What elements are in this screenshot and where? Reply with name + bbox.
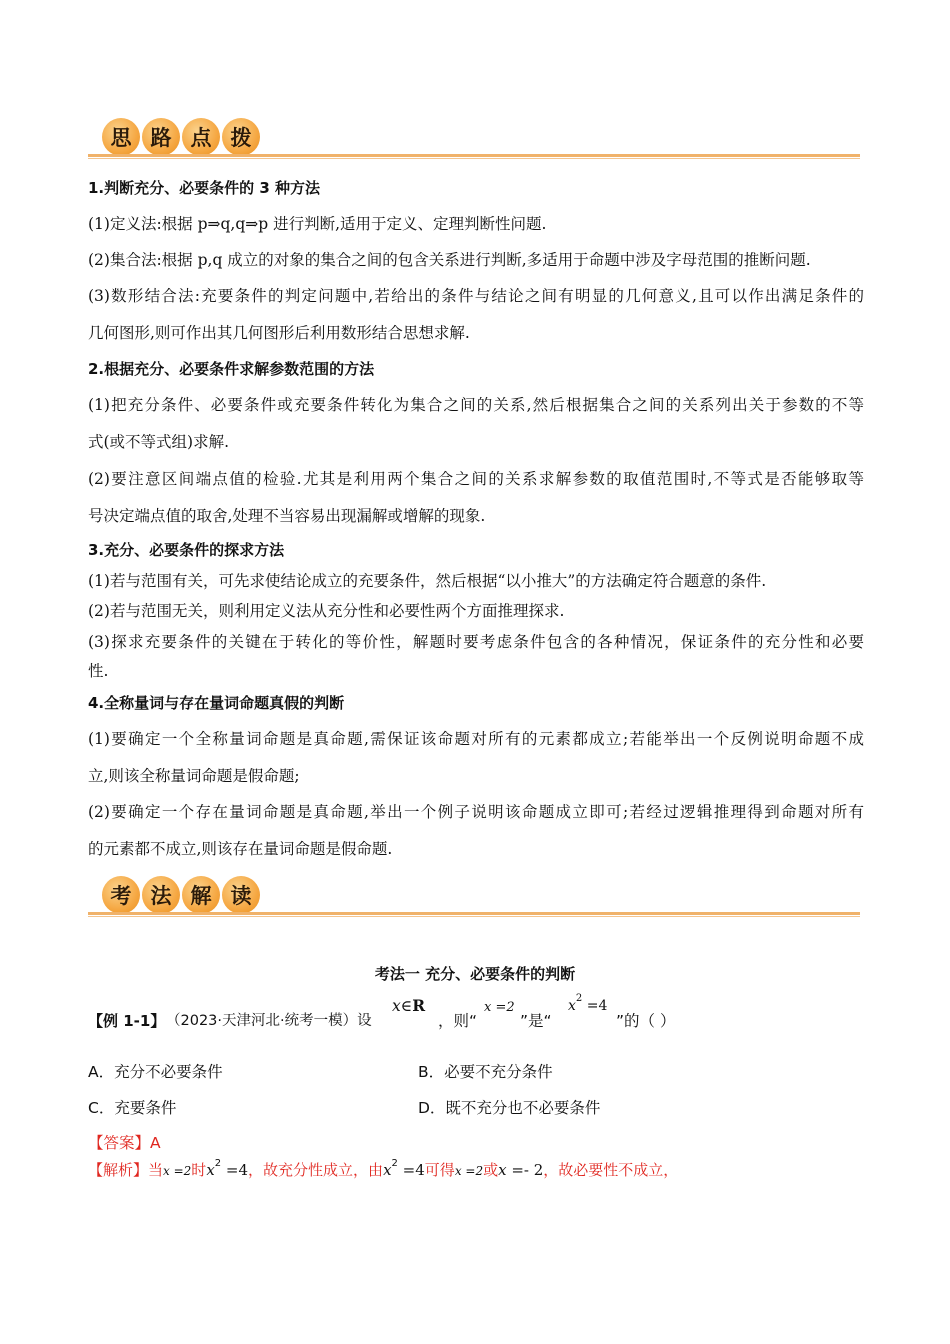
math-expr: $x^2 =4$ [568, 993, 608, 1014]
banner-char: 法 [142, 876, 180, 914]
paragraph: 号决定端点值的取舍,处理不当容易出现漏解或增解的现象. [88, 507, 486, 525]
banner-rule-thin [88, 158, 860, 159]
option-a[interactable]: A．充分不必要条件 [88, 1063, 223, 1081]
example-source: （2023·天津河北·统考一模）设 [166, 1013, 372, 1029]
paragraph: (1)若与范围有关，可先求使结论成立的充要条件，然后根据“以小推大”的方法确定符合题意的条件. [88, 572, 767, 590]
heading-1: 1.判断充分、必要条件的 3 种方法 [88, 179, 321, 197]
banner-char: 拨 [222, 118, 260, 156]
analysis-label: 【解析】当 [88, 1161, 164, 1179]
paragraph: (1)要确定一个全称量词命题是真命题,需保证该命题对所有的元素都成立;若能举出一个反例说明命题不成 [88, 730, 864, 748]
paragraph: 的元素都不成立,则该存在量词命题是假命题. [88, 840, 393, 858]
answer: 【答案】A [88, 1134, 161, 1152]
example-label: 【例 1-1】 [88, 1012, 166, 1030]
paragraph: (3)数形结合法:充要条件的判定问题中,若给出的条件与结论之间有明显的几何意义,且可以作出满足条件的 [88, 287, 864, 305]
math-expr: x∈R [392, 996, 426, 1015]
section-banner-methods [88, 876, 860, 920]
heading-4: 4.全称量词与存在量词命题真假的判断 [88, 694, 345, 712]
banner-char: 读 [222, 876, 260, 914]
paragraph: (2)集合法:根据 p,q 成立的对象的集合之间的包含关系进行判断,多适用于命题中涉及字母范围的推断问题. [88, 251, 811, 269]
paragraph: 式(或不等式组)求解. [88, 433, 230, 451]
section-banner-thinking [88, 118, 860, 162]
banner-rule [88, 154, 860, 157]
math-expr: $x^2 =4$ [206, 1158, 249, 1179]
example-question [88, 993, 864, 1032]
paragraph: 立,则该全称量词命题是假命题; [88, 767, 300, 785]
heading-2: 2.根据充分、必要条件求解参数范围的方法 [88, 360, 375, 378]
banner-chars [102, 876, 262, 914]
math-expr: x =2 [484, 1000, 515, 1015]
option-d[interactable]: D．既不充分也不必要条件 [418, 1099, 601, 1117]
paragraph: (1)把充分条件、必要条件或充要条件转化为集合之间的关系,然后根据集合之间的关系列出关于参数的不等 [88, 396, 864, 414]
banner-rule [88, 912, 860, 915]
banner-char: 点 [182, 118, 220, 156]
text-fragment: ”的（ ） [616, 1012, 676, 1030]
paragraph: 几何图形,则可作出其几何图形后利用数形结合思想求解. [88, 324, 470, 342]
method-title: 考法一 充分、必要条件的判断 [374, 965, 576, 983]
text-fragment: ”是“ [520, 1012, 552, 1030]
banner-char: 思 [102, 118, 140, 156]
paragraph: (2)要注意区间端点值的检验.尤其是利用两个集合之间的关系求解参数的取值范围时,不等式是否能够取等 [88, 470, 864, 488]
paragraph: 性. [88, 662, 109, 680]
analysis: 【解析】当x =2时$x^2 =4$，故充分性成立，由$x^2 =4$可得x =2或x =- 2，故必要性不成立， [88, 1158, 679, 1179]
paragraph: (2)要确定一个存在量词命题是真命题,举出一个例子说明该命题成立即可;若经过逻辑推理得到命题对所有 [88, 803, 864, 821]
paragraph: (3)探求充要条件的关键在于转化的等价性，解题时要考虑条件包含的各种情况，保证条件的充分性和必要 [88, 633, 864, 651]
banner-char: 路 [142, 118, 180, 156]
banner-char: 考 [102, 876, 140, 914]
math-expr: $x^2 =4$ [383, 1158, 425, 1179]
banner-rule-thin [88, 916, 860, 917]
paragraph: (2)若与范围无关，则利用定义法从充分性和必要性两个方面推理探求. [88, 602, 565, 620]
banner-chars [102, 118, 262, 156]
option-c[interactable]: C．充要条件 [88, 1099, 177, 1117]
banner-char: 解 [182, 876, 220, 914]
paragraph: (1)定义法:根据 p⇒q,q⇒p 进行判断,适用于定义、定理判断性问题. [88, 215, 547, 233]
heading-3: 3.充分、必要条件的探求方法 [88, 541, 285, 559]
option-b[interactable]: B．必要不充分条件 [418, 1063, 553, 1081]
text-fragment: ，则“ [438, 1012, 478, 1030]
